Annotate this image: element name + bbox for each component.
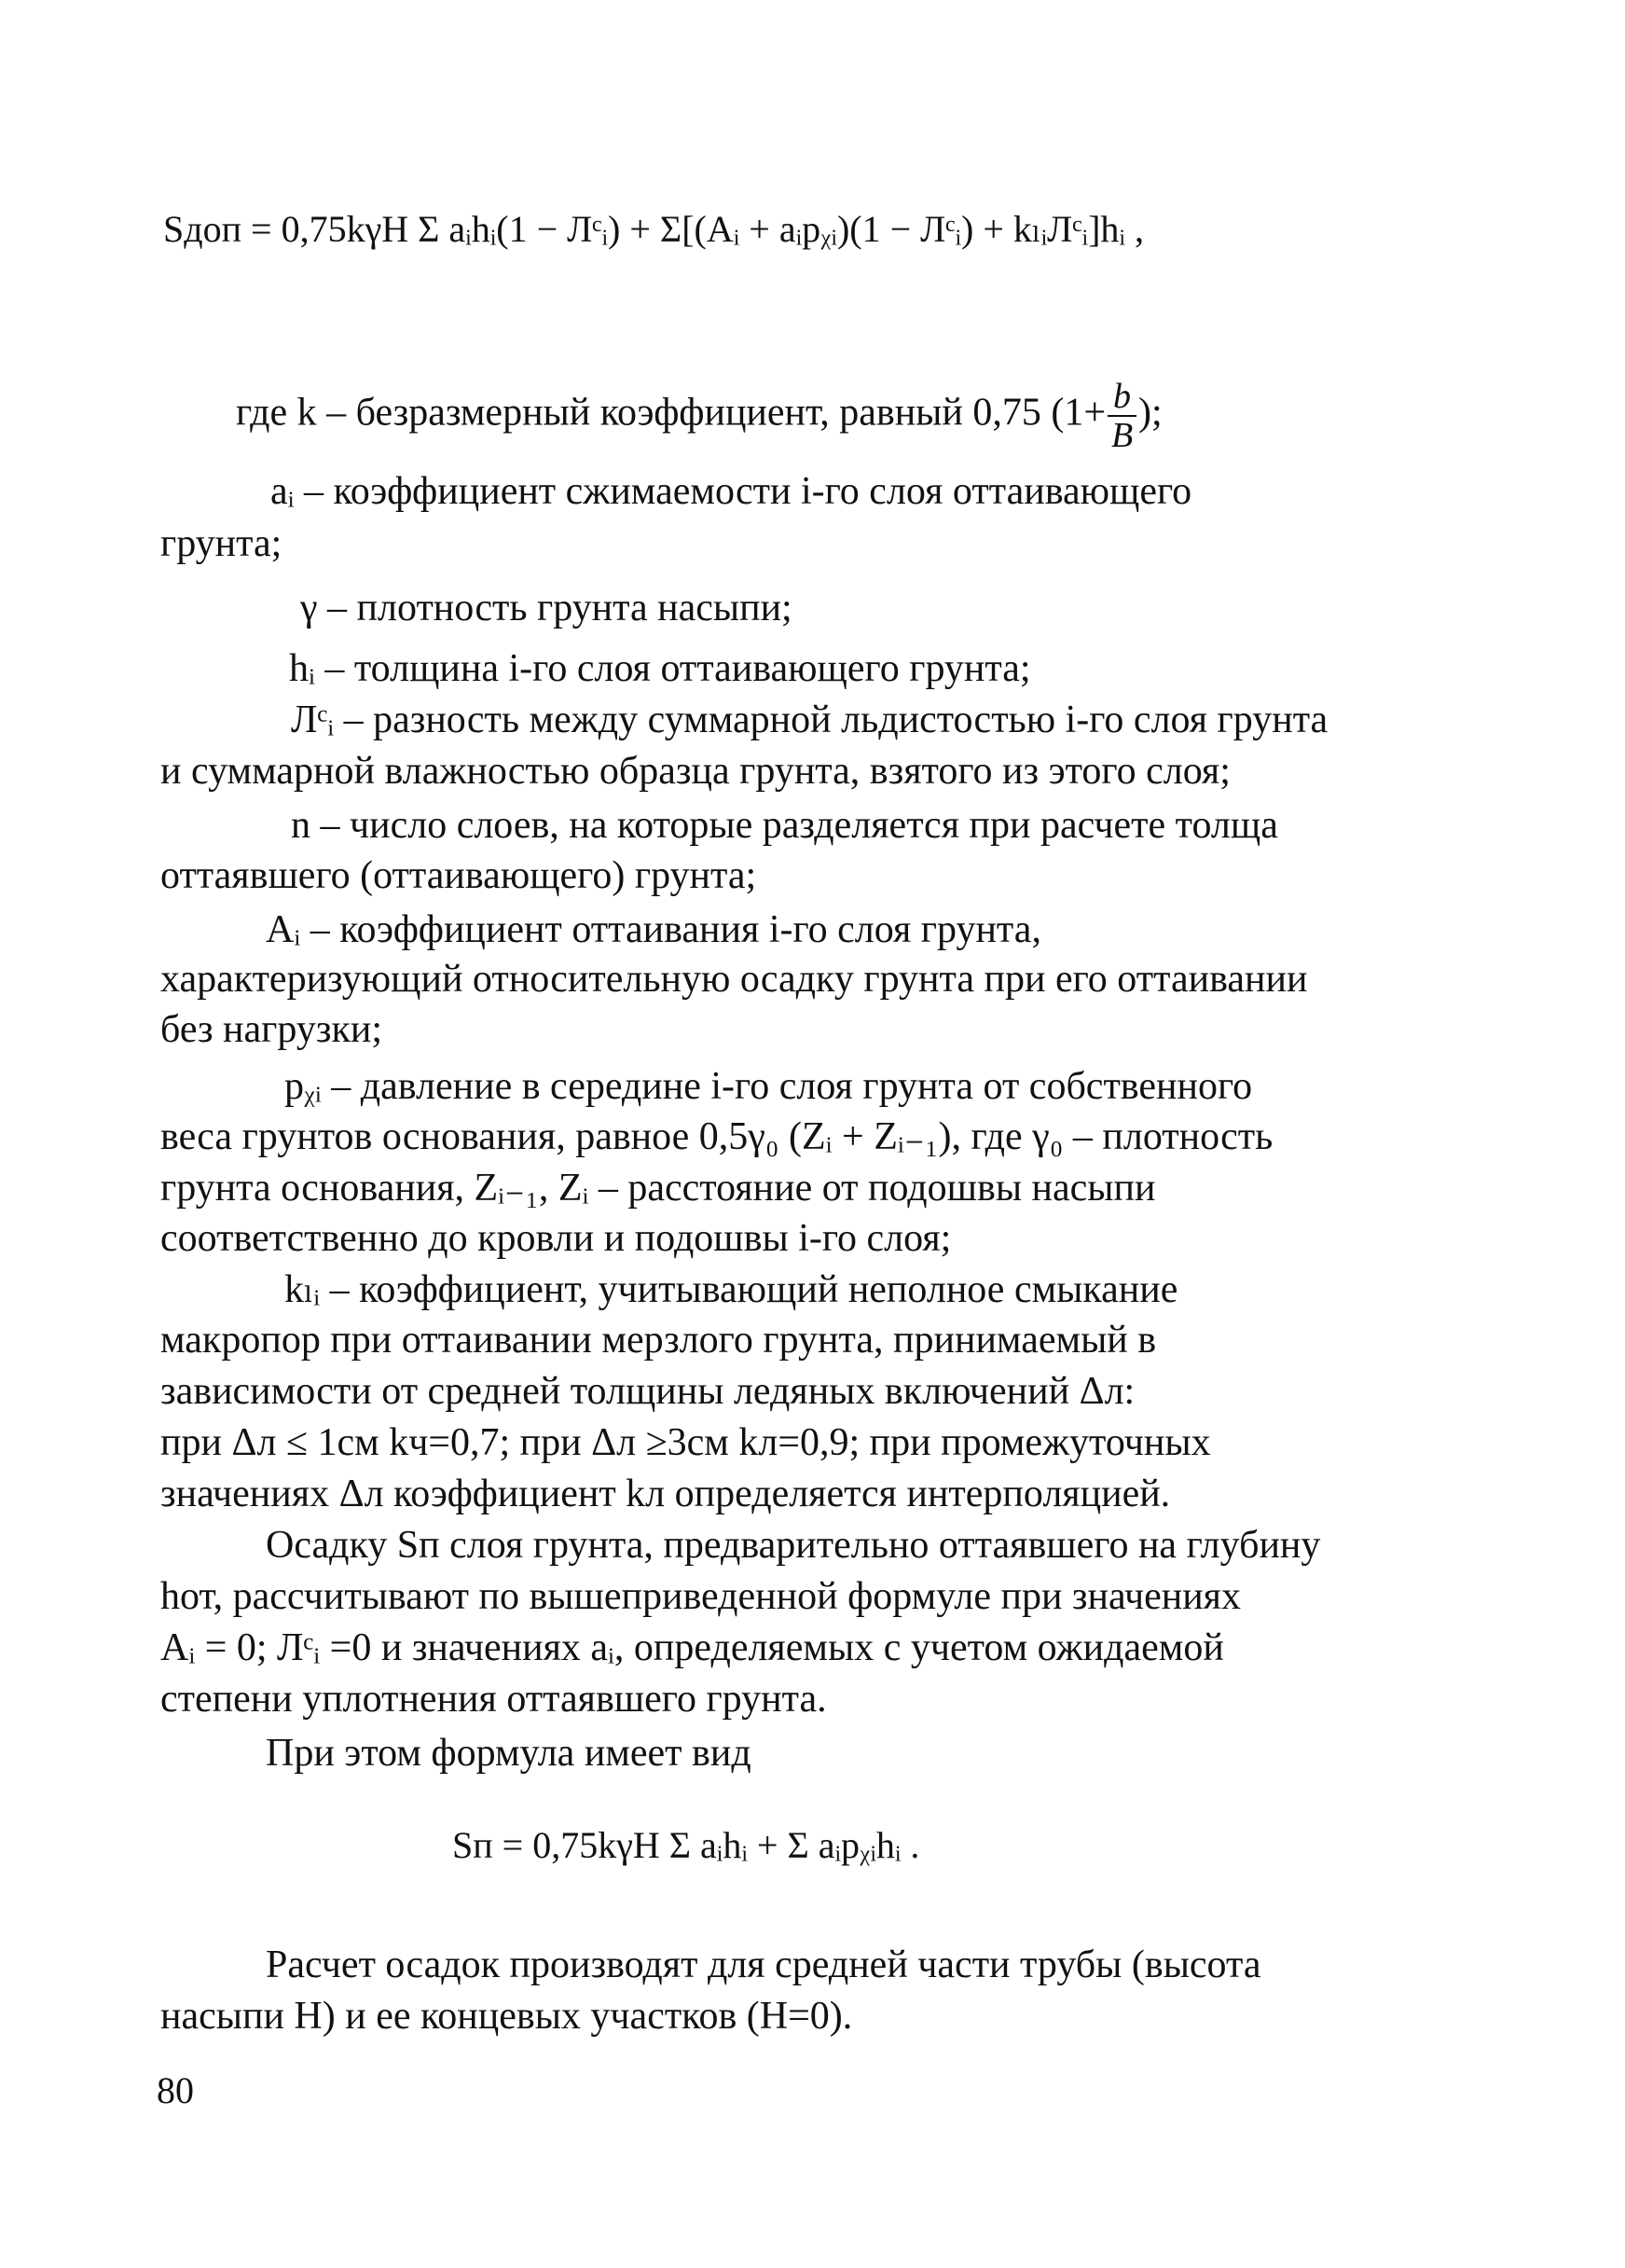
text-line: n – число слоев, на которые разделяется при расчете толща [291,804,1278,847]
formula-text: Sдоп = 0,75kγH Σ aᵢhᵢ(1 − Лᶜᵢ) + Σ[(Aᵢ + aᵢpᵪᵢ)(1 − Лᶜᵢ) + kₗᵢЛᶜᵢ]hᵢ , [163,208,1144,250]
fraction-b-over-B: $\frac{b}{B}$ [1108,378,1136,454]
text-line: без нагрузки; [160,1008,382,1051]
text-line-where-k: где k – безразмерный коэффициент, равный 0,75 (1+ $\frac{b}{B}$ ); [236,377,1163,455]
text-line: aᵢ – коэффициент сжимаемости i-го слоя оттаивающего [270,470,1192,513]
text-line: оттаявшего (оттаивающего) грунта; [160,854,757,897]
text-line: Aᵢ – коэффициент оттаивания i-го слоя грунта, [266,908,1041,951]
text-line: значениях Δл коэффициент kл определяется интерполяцией. [160,1473,1171,1515]
text-line: hᵢ – толщина i-го слоя оттаивающего грунта; [289,647,1031,690]
text-line: грунта основания, Zᵢ₋₁, Zᵢ – расстояние от подошвы насыпи [160,1167,1156,1210]
text-line: При этом формула имеет вид [266,1732,751,1775]
formula-s-p [452,1823,919,1867]
text-line: и суммарной влажностью образца грунта, взятого из этого слоя; [160,750,1231,793]
text-line: соответственно до кровли и подошвы i-го слоя; [160,1217,952,1260]
text-line: насыпи H) и ее концевых участков (H=0). [160,1995,853,2038]
text-line: Расчет осадок производят для средней части трубы (высота [266,1943,1261,1986]
text-line: kₗᵢ – коэффициент, учитывающий неполное смыкание [284,1268,1178,1311]
text-line: характеризующий относительную осадку грунта при его оттаивании [160,958,1308,1001]
text-line: Aᵢ = 0; Лᶜᵢ =0 и значениях aᵢ, определяемых с учетом ожидаемой [160,1626,1224,1669]
text-line: грунта; [160,522,282,565]
formula-text: Sп = 0,75kγH Σ aᵢhᵢ + Σ aᵢpᵪᵢhᵢ . [452,1824,920,1866]
formula-s-dop [163,207,1144,251]
text-line: Лᶜᵢ – разность между суммарной льдистостью i-го слоя грунта [291,698,1329,741]
text-line: степени уплотнения оттаявшего грунта. [160,1678,827,1721]
text-line: Осадку Sп слоя грунта, предварительно оттаявшего на глубину [266,1524,1321,1567]
text-line: веса грунтов основания, равное 0,5γ₀ (Zᵢ + Zᵢ₋₁), где γ₀ – плотность [160,1115,1274,1158]
text-line: pᵪᵢ – давление в середине i-го слоя грунта от собственного [284,1065,1253,1108]
text-line: зависимости от средней толщины ледяных включений Δл: [160,1370,1136,1413]
text-line: при Δл ≤ 1см kч=0,7; при Δл ≥3см kл=0,9; при промежуточных [160,1421,1211,1464]
page-number: 80 [157,2069,194,2111]
text-line: макропор при оттаивании мерзлого грунта, принимаемый в [160,1319,1157,1362]
text-line: γ – плотность грунта насыпи; [300,587,792,629]
text-line: hот, рассчитывают по вышеприведенной формуле при значениях [160,1575,1241,1618]
